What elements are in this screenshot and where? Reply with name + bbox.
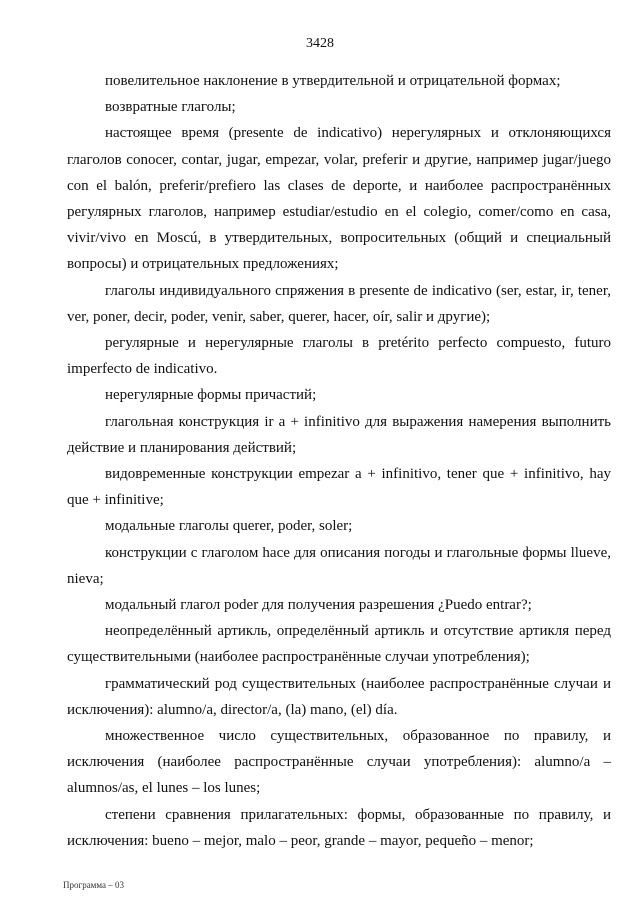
list-item: возвратные глаголы; xyxy=(105,99,236,116)
list-item: грамматический род существительных (наиболее распространённые случаи и исключения): alumno/a, director/a, (la) mano, (el) día. xyxy=(67,675,611,718)
list-item: глагольная конструкция ir a + infinitivo для выражения намерения выполнить действие и планирования действий; xyxy=(67,413,611,456)
list-item: видовременные конструкции empezar a + infinitivo, tener que + infinitivo, hay que + infinitive; xyxy=(67,466,611,509)
document-body xyxy=(67,68,611,854)
list-item: регулярные и нерегулярные глаголы в pretérito perfecto compuesto, futuro imperfecto de indicativo. xyxy=(67,335,611,378)
list-item: неопределённый артикль, определённый артикль и отсутствие артикля перед существительными (наиболее распространённые случаи употребления); xyxy=(67,623,611,666)
list-item: конструкции с глаголом hace для описания погоды и глагольные формы llueve, nieva; xyxy=(67,544,611,587)
list-item: нерегулярные формы причастий; xyxy=(105,387,317,404)
list-item: глаголы индивидуального спряжения в presente de indicativo (ser, estar, ir, tener, ver, poner, decir, poder, venir, saber, querer, hacer, oír, salir и другие); xyxy=(67,282,611,325)
page-number: 3428 xyxy=(306,36,334,51)
list-item: модальный глагол poder для получения разрешения ¿Puedo entrar?; xyxy=(105,597,532,614)
list-item: степени сравнения прилагательных: формы, образованные по правилу, и исключения: bueno – mejor, malo – peor, grande – mayor, pequeño – menor; xyxy=(67,806,611,849)
list-item: повелительное наклонение в утвердительной и отрицательной формах; xyxy=(105,73,561,89)
page-footer: Программа – 03 xyxy=(63,880,125,890)
list-item: модальные глаголы querer, poder, soler; xyxy=(105,518,353,535)
list-item: настоящее время (presente de indicativo) нерегулярных и отклоняющихся глаголов conocer, contar, jugar, empezar, volar, preferir и другие, например jugar/juego con el balón, preferir/prefiero las clases de deporte, и наиболее распространённых регулярных глаголов, например estudiar/estudio en el colegio, comer/como en casa, vivir/vivo en Moscú, в утвердительных, вопросительных (общий и специальный вопросы) и отрицательных предложениях; xyxy=(67,125,611,273)
list-item: множественное число существительных, образованное по правилу, и исключения (наиболее распространённые случаи употребления): alumno/a – alumnos/as, el lunes – los lunes; xyxy=(67,728,611,797)
